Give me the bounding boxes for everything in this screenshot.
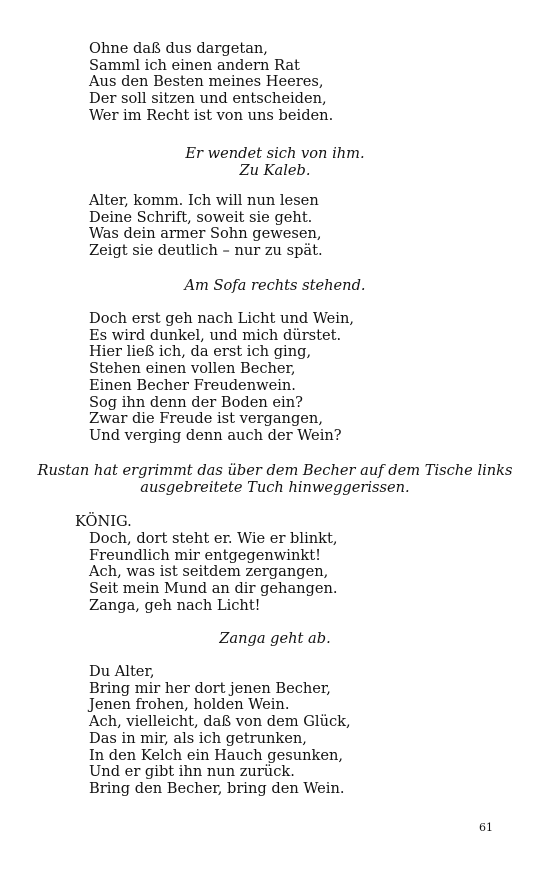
verse-line: Ohne daß dus dargetan,: [89, 40, 268, 57]
verse-line: Samml ich einen andern Rat: [89, 56, 300, 74]
verse-stanza-2: [0, 193, 550, 260]
verse-line: Seit mein Mund an dir gehangen.: [89, 580, 338, 598]
verse-stanza-4: [0, 531, 550, 615]
page-number: 61: [479, 821, 493, 834]
verse-line: Doch erst geh nach Licht und Wein,: [89, 310, 354, 327]
verse-line: Und er gibt ihn nun zurück.: [89, 763, 295, 781]
stage-direction-line: Er wendet sich von ihm.: [185, 145, 365, 162]
verse-line: Zeigt sie deutlich – nur zu spät.: [89, 242, 323, 260]
stage-direction-2: [0, 277, 550, 294]
verse-line: Doch, dort steht er. Wie er blinkt,: [89, 530, 338, 547]
verse-stanza-1: [0, 41, 550, 125]
verse-line: Wer im Recht ist von uns beiden.: [89, 106, 334, 124]
verse-line: Bring mir her dort jenen Becher,: [89, 679, 331, 697]
verse-line: In den Kelch ein Hauch gesunken,: [89, 746, 344, 764]
stage-direction-line: Zu Kaleb.: [239, 162, 311, 179]
stage-direction-3: [0, 462, 550, 496]
verse-line: Bring den Becher, bring den Wein.: [89, 779, 345, 797]
speaker-name: KÖNIG.: [75, 513, 132, 530]
verse-line: Was dein armer Sohn gewesen,: [89, 225, 322, 243]
verse-line: Jenen frohen, holden Wein.: [89, 696, 290, 714]
stage-direction-4: [0, 630, 550, 647]
verse-line: Ach, vielleicht, daß von dem Glück,: [89, 713, 351, 731]
verse-line: Du Alter,: [89, 663, 155, 680]
verse-line: Der soll sitzen und entscheiden,: [89, 90, 327, 108]
stage-direction-line: ausgebreitete Tuch hinweggerissen.: [140, 479, 410, 496]
verse-line: Aus den Besten meines Heeres,: [89, 73, 324, 91]
verse-line: Und verging denn auch der Wein?: [89, 426, 342, 444]
verse-line: Hier ließ ich, da erst ich ging,: [89, 343, 312, 361]
verse-line: Einen Becher Freudenwein.: [89, 376, 296, 394]
verse-line: Ach, was ist seitdem zergangen,: [89, 563, 329, 581]
stage-direction-line: Am Sofa rechts stehend.: [184, 277, 366, 294]
verse-stanza-3: [0, 311, 550, 445]
verse-stanza-5: [0, 664, 550, 798]
verse-line: Stehen einen vollen Becher,: [89, 360, 296, 378]
stage-direction-line: Rustan hat ergrimmt das über dem Becher auf dem Tische links: [37, 462, 513, 479]
verse-line: Alter, komm. Ich will nun lesen: [89, 192, 319, 209]
verse-line: Es wird dunkel, und mich dürstet.: [89, 326, 342, 344]
verse-line: Das in mir, als ich getrunken,: [89, 729, 307, 747]
verse-line: Freundlich mir entgegenwinkt!: [89, 546, 321, 564]
verse-line: Zanga, geh nach Licht!: [89, 596, 261, 614]
verse-line: Sog ihn denn der Boden ein?: [89, 393, 303, 411]
stage-direction-1: [0, 145, 550, 179]
stage-direction-line: Zanga geht ab.: [219, 630, 331, 647]
verse-line: Deine Schrift, soweit sie geht.: [89, 208, 313, 226]
verse-line: Zwar die Freude ist vergangen,: [89, 410, 323, 428]
